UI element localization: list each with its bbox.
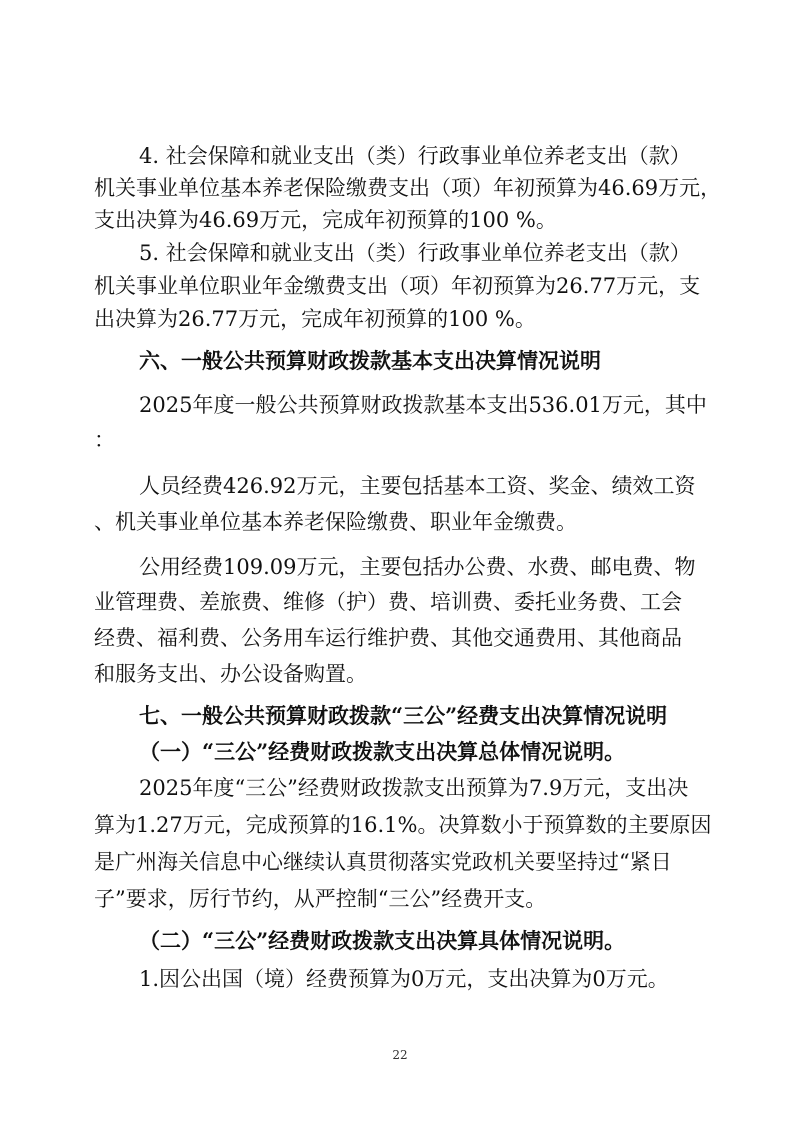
text-line: 子”要求，厉行节约，从严控制“三公”经费开支。 (94, 887, 547, 911)
section-heading: 六、一般公共预算财政拨款基本支出决算情况说明 (139, 348, 601, 373)
text-line: 算为1.27万元，完成预算的16.1%。决算数小于预算数的主要原因 (94, 813, 712, 837)
text-line: 1.因公出国（境）经费预算为0万元，支出决算为0万元。 (139, 967, 669, 991)
text-line: 人员经费426.92万元，主要包括基本工资、奖金、绩效工资 (139, 474, 696, 498)
page-number: 22 (392, 1048, 408, 1062)
text-line: 机关事业单位职业年金缴费支出（项）年初预算为26.77万元，支 (94, 274, 701, 298)
text-line: 经费、福利费、公务用车运行维护费、其他交通费用、其他商品 (94, 626, 682, 650)
section-heading: 七、一般公共预算财政拨款“三公”经费支出决算情况说明 (139, 703, 668, 728)
text-line: ： (94, 428, 115, 452)
text-line: 业管理费、差旅费、维修（护）费、培训费、委托业务费、工会 (94, 590, 682, 614)
text-line: 2025年度一般公共预算财政拨款基本支出536.01万元，其中 (139, 393, 707, 417)
text-line: 和服务支出、办公设备购置。 (94, 662, 367, 686)
subsection-heading: （二）“三公”经费财政拨款支出决算具体情况说明。 (139, 928, 626, 953)
text-line: 5. 社会保障和就业支出（类）行政事业单位养老支出（款） (139, 241, 691, 265)
text-line: 机关事业单位基本养老保险缴费支出（项）年初预算为46.69万元， (94, 176, 722, 200)
text-line: 是广州海关信息中心继续认真贯彻落实党政机关要坚持过“紧日 (94, 850, 672, 874)
text-line: 出决算为26.77万元，完成年初预算的100 %。 (94, 307, 536, 331)
text-line: 支出决算为46.69万元，完成年初预算的100 %。 (94, 208, 557, 232)
text-line: 4. 社会保障和就业支出（类）行政事业单位养老支出（款） (139, 144, 691, 168)
text-line: 2025年度“三公”经费财政拨款支出预算为7.9万元，支出决 (139, 776, 689, 800)
text-line: 、机关事业单位基本养老保险缴费、职业年金缴费。 (94, 510, 577, 534)
subsection-heading: （一）“三公”经费财政拨款支出决算总体情况说明。 (139, 739, 626, 764)
text-line: 公用经费109.09万元，主要包括办公费、水费、邮电费、物 (139, 555, 696, 579)
